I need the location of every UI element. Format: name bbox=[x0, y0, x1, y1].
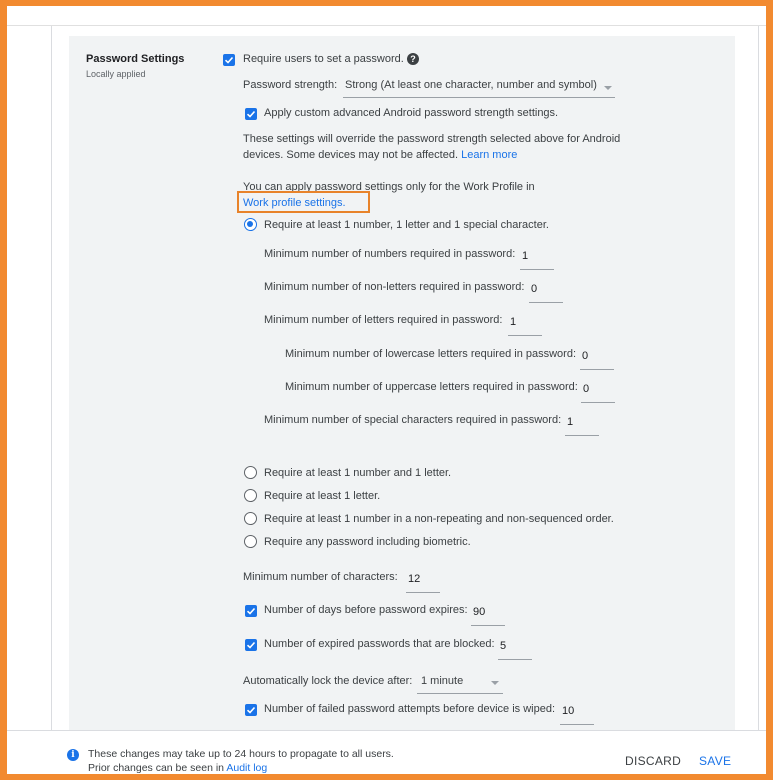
check-icon bbox=[224, 55, 234, 65]
min-characters-input[interactable]: 12 bbox=[408, 573, 421, 585]
password-strength-underline bbox=[343, 97, 615, 98]
blocked-input[interactable]: 5 bbox=[500, 640, 507, 652]
min-characters-label: Minimum number of characters: bbox=[243, 571, 398, 583]
section-title: Password Settings bbox=[86, 53, 185, 65]
min-uppercase-input[interactable]: 0 bbox=[583, 383, 590, 395]
footer-propagation-note: These changes may take up to 24 hours to propagate to all users. bbox=[88, 748, 394, 760]
footer-bar bbox=[7, 730, 766, 774]
radio-option-3[interactable] bbox=[244, 489, 257, 502]
check-icon bbox=[246, 109, 256, 119]
autolock-select[interactable]: 1 minute bbox=[421, 675, 464, 687]
radio-option-2[interactable] bbox=[244, 466, 257, 479]
option-1-label: Require at least 1 number, 1 letter and 1 special character. bbox=[264, 219, 549, 231]
dropdown-caret-icon[interactable] bbox=[491, 681, 499, 685]
option-4-label: Require at least 1 number in a non-repeating and non-sequenced order. bbox=[264, 513, 614, 525]
password-settings-panel bbox=[69, 36, 735, 736]
wipe-underline bbox=[560, 724, 594, 725]
min-numbers-underline bbox=[520, 269, 554, 270]
min-numbers-label: Minimum number of numbers required in password: bbox=[264, 248, 516, 260]
help-icon[interactable]: ? bbox=[407, 53, 419, 65]
override-note-line2 bbox=[243, 149, 517, 161]
check-icon bbox=[246, 606, 256, 616]
blocked-label: Number of expired passwords that are blocked: bbox=[264, 638, 495, 650]
password-strength-label: Password strength: bbox=[243, 79, 338, 91]
radio-option-1[interactable] bbox=[244, 218, 257, 231]
option-5-label: Require any password including biometric. bbox=[264, 536, 471, 548]
footer-audit-text: Prior changes can be seen in bbox=[88, 762, 225, 774]
wipe-checkbox[interactable] bbox=[245, 704, 257, 716]
autolock-label: Automatically lock the device after: bbox=[243, 675, 413, 687]
app-frame bbox=[7, 6, 766, 774]
audit-log-link[interactable]: Audit log bbox=[226, 762, 268, 774]
check-icon bbox=[246, 640, 256, 650]
password-strength-select[interactable]: Strong (At least one character, number and symbol) bbox=[345, 79, 597, 91]
expires-checkbox[interactable] bbox=[245, 605, 257, 617]
override-note-text: devices. Some devices may not be affected. bbox=[243, 149, 459, 161]
min-letters-underline bbox=[508, 335, 542, 336]
info-icon: i bbox=[67, 749, 79, 761]
min-special-label: Minimum number of special characters required in password: bbox=[264, 414, 562, 426]
require-password-checkbox[interactable] bbox=[223, 54, 235, 66]
override-note-line1: These settings will override the password strength selected above for Android bbox=[243, 133, 621, 145]
settings-scroll-area[interactable] bbox=[7, 26, 766, 730]
radio-option-4[interactable] bbox=[244, 512, 257, 525]
option-3-label: Require at least 1 letter. bbox=[264, 490, 381, 502]
radio-option-5[interactable] bbox=[244, 535, 257, 548]
option-2-label: Require at least 1 number and 1 letter. bbox=[264, 467, 452, 479]
blocked-underline bbox=[498, 659, 532, 660]
check-icon bbox=[246, 705, 256, 715]
autolock-underline bbox=[417, 693, 503, 694]
wipe-label: Number of failed password attempts before device is wiped: bbox=[264, 703, 556, 715]
wipe-input[interactable]: 10 bbox=[562, 705, 575, 717]
min-special-underline bbox=[565, 435, 599, 436]
learn-more-link[interactable]: Learn more bbox=[461, 149, 518, 161]
highlight-annotation-box bbox=[237, 191, 370, 213]
min-nonletters-label: Minimum number of non-letters required in password: bbox=[264, 281, 525, 293]
discard-button[interactable]: DISCARD bbox=[625, 754, 682, 768]
advanced-strength-checkbox[interactable] bbox=[245, 108, 257, 120]
save-button[interactable]: SAVE bbox=[699, 754, 732, 768]
min-lowercase-underline bbox=[580, 369, 614, 370]
require-password-label: Require users to set a password. bbox=[243, 53, 404, 65]
min-nonletters-input[interactable]: 0 bbox=[531, 283, 538, 295]
work-profile-note: You can apply password settings only for the Work Profile in bbox=[243, 181, 535, 193]
expires-input[interactable]: 90 bbox=[473, 606, 486, 618]
min-uppercase-underline bbox=[581, 402, 615, 403]
work-profile-settings-link[interactable]: Work profile settings. bbox=[243, 197, 346, 209]
blocked-checkbox[interactable] bbox=[245, 639, 257, 651]
min-letters-input[interactable]: 1 bbox=[510, 316, 517, 328]
advanced-strength-label: Apply custom advanced Android password strength settings. bbox=[264, 107, 559, 119]
top-bar bbox=[7, 6, 766, 26]
min-letters-label: Minimum number of letters required in password: bbox=[264, 314, 503, 326]
min-lowercase-label: Minimum number of lowercase letters required in password: bbox=[285, 348, 577, 360]
min-numbers-input[interactable]: 1 bbox=[522, 250, 529, 262]
dropdown-caret-icon[interactable] bbox=[604, 86, 612, 90]
min-nonletters-underline bbox=[529, 302, 563, 303]
min-characters-underline bbox=[406, 592, 440, 593]
min-special-input[interactable]: 1 bbox=[567, 416, 574, 428]
footer-audit-note bbox=[88, 762, 267, 774]
settings-card bbox=[51, 26, 759, 730]
expires-label: Number of days before password expires: bbox=[264, 604, 468, 616]
expires-underline bbox=[471, 625, 505, 626]
section-subtitle: Locally applied bbox=[86, 69, 146, 79]
min-lowercase-input[interactable]: 0 bbox=[582, 350, 589, 362]
min-uppercase-label: Minimum number of uppercase letters required in password: bbox=[285, 381, 578, 393]
